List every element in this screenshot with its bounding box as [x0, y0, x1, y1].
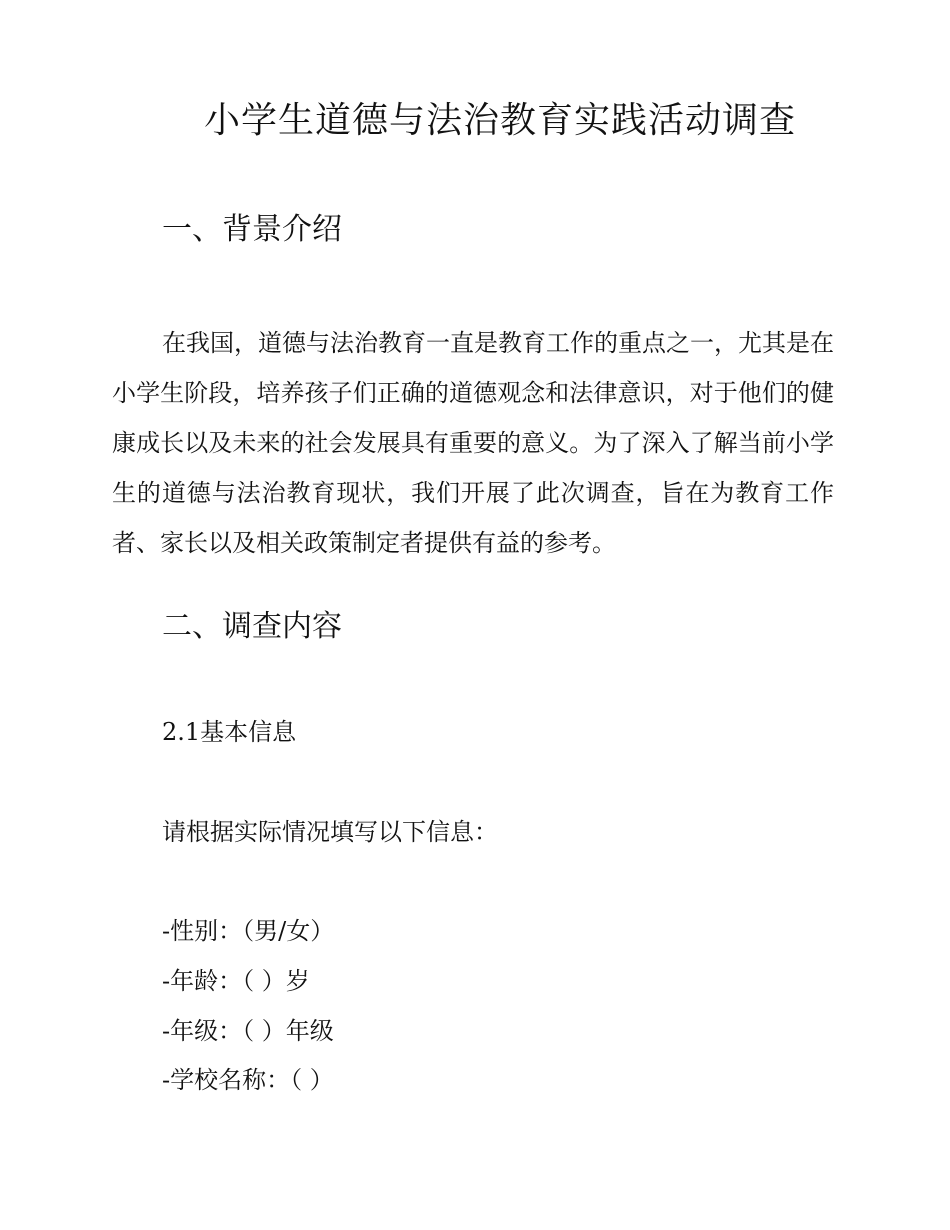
field-grade: -年级：（ ）年级 — [162, 1017, 334, 1045]
background-paragraph: 在我国，道德与法治教育一直是教育工作的重点之一，尤其是在小学生阶段，培养孩子们正确的道德观念和法律意识，对于他们的健康成长以及未来的社会发展具有重要的意义。为了深入了解当前小学生的道德与法治教育现状，我们开展了此次调查，旨在为教育工作者、家长以及相关政策制定者提供有益的参考。 — [112, 329, 834, 557]
subheading-basic-info: 2.1基本信息 — [162, 718, 297, 746]
field-gender: -性别：（男/女） — [162, 917, 335, 945]
document-title: 小学生道德与法治教育实践活动调查 — [203, 100, 796, 141]
fill-instructions: 请根据实际情况填写以下信息： — [162, 818, 498, 846]
field-age: -年龄：（ ）岁 — [162, 967, 310, 995]
field-school-name: -学校名称：（ ） — [162, 1066, 334, 1094]
section-heading-background: 一、背景介绍 — [162, 212, 342, 247]
section-heading-survey-content: 二、调查内容 — [162, 609, 342, 644]
